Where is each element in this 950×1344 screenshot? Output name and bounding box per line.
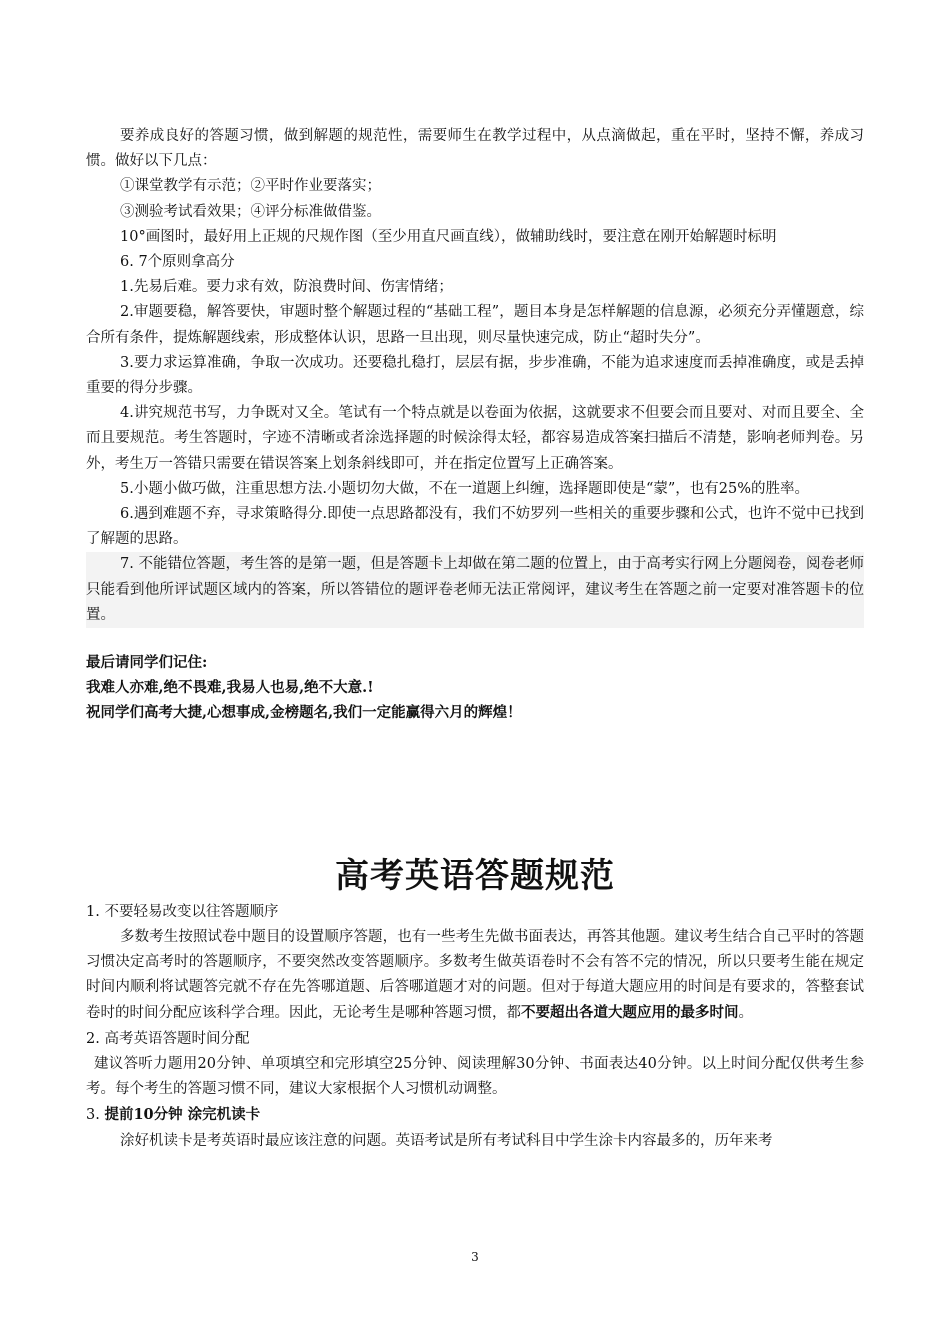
paragraph-answer-order-text: 多数考生按照试卷中题目的设置顺序答题，也有一些考生先做书面表达，再答其他题。建议考生结合自己平时的答题习惯决定高考时的答题顺序，不要突然改变答题顺序。多数考生做英语卷时不会有答不完的情况，所以只要考生能在规定时间内顺利将试题答完就不存在先答哪道题、后答哪道题才对的问题。但对于每道大题应用的时间是有要求的，答整套试卷时的时间分配应该科学合理。因此，无论考生是哪种答题习惯，都	[86, 928, 864, 1022]
emphasis-max-time: 不要超出各道大题应用的最多时间	[521, 1004, 739, 1022]
paragraph-principle-6: 6.遇到难题不弃，寻求策略得分.即使一点思路都没有，我们不妨罗列一些相关的重要步骤和公式，也许不觉中已找到了解题的思路。	[86, 506, 864, 548]
paragraph-principle-7: 7. 不能错位答题，考生答的是第一题，但是答题卡上却做在第二题的位置上，由于高考实行网上分题阅卷，阅卷老师只能看到他所评试题区域内的答案，所以答错位的题评卷老师无法正常阅评，建议考生在答题之前一定要对准答题卡的位置。	[86, 552, 864, 628]
spacer	[86, 628, 864, 650]
heading-answer-card	[86, 1102, 864, 1128]
paragraph-principle-5: 5.小题小做巧做，注重思想方法.小题切勿大做，不在一道题上纠缠，选择题即使是“蒙”，也有25%的胜率。	[120, 480, 809, 497]
page-content	[86, 124, 864, 1154]
closing-line-remember: 最后请同学们记住:	[86, 654, 208, 672]
heading-answer-card-text: 提前10分钟 涂完机读卡	[104, 1106, 261, 1124]
paragraph-seven-principles-heading: 6. 7个原则拿高分	[120, 254, 235, 271]
paragraph-drawing-tip: 10°画图时，最好用上正规的尺规作图（至少用直尺画直线），做辅助线时，要注意在刚开始解题时标明	[120, 228, 777, 245]
page-number: 3	[471, 1250, 479, 1264]
paragraph-principle-2: 2.审题要稳，解答要快，审题时整个解题过程的“基础工程”，题目本身是怎样解题的信息源，必须充分弄懂题意，综合所有条件，提炼解题线索，形成整体认识，思路一旦出现，则尽量快速完成，防止“超时失分”。	[86, 304, 864, 346]
heading-answer-order: 1. 不要轻易改变以往答题顺序	[86, 903, 279, 920]
paragraph-answer-card: 涂好机读卡是考英语时最应该注意的问题。英语考试是所有考试科目中学生涂卡内容最多的，历年来考	[120, 1132, 773, 1149]
paragraph-principle-3: 3.要力求运算准确，争取一次成功。还要稳扎稳打，层层有据，步步准确，不能为追求速度而丢掉准确度，或是丢掉重要的得分步骤。	[86, 354, 864, 397]
heading-answer-card-number: 3.	[86, 1107, 105, 1124]
closing-line-wishes: 祝同学们高考大捷,心想事成,金榜题名,我们一定能赢得六月的辉煌！	[86, 704, 522, 722]
paragraph-principle-4: 4.讲究规范书写，力争既对又全。笔试有一个特点就是以卷面为依据，这就要求不但要会而且要对、对而且要全、全而且要规范。考生答题时，字迹不清晰或者涂选择题的时候涂得太轻，都容易造成答案扫描后不清楚，影响老师判卷。另外，考生万一答错只需要在错误答案上划条斜线即可，并在指定位置写上正确答案。	[86, 405, 864, 472]
spacer	[86, 726, 864, 852]
heading-time-allocation: 2. 高考英语答题时间分配	[86, 1030, 250, 1047]
section-title: 高考英语答题规范	[335, 855, 615, 896]
paragraph-principle-1: 1.先易后难。要力求有效，防浪费时间、伤害情绪；	[120, 279, 453, 296]
closing-line-motto: 我难人亦难,绝不畏难,我易人也易,绝不大意.!	[86, 679, 374, 697]
paragraph-answer-order-end: 。	[738, 1005, 753, 1022]
paragraph-time-allocation: 建议答听力题用20分钟、单项填空和完形填空25分钟、阅读理解30分钟、书面表达40分钟。以上时间分配仅供考生参考。每个考生的答题习惯不同，建议大家根据个人习惯机动调整。	[86, 1055, 864, 1098]
paragraph-point-3-4: ③测验考试看效果；④评分标准做借鉴。	[120, 203, 381, 220]
paragraph-answer-order	[86, 925, 864, 1027]
paragraph-intro: 要养成良好的答题习惯，做到解题的规范性，需要师生在教学过程中，从点滴做起，重在平时，坚持不懈，养成习惯。做好以下几点：	[86, 128, 864, 170]
paragraph-point-1-2: ①课堂教学有示范；②平时作业要落实；	[120, 178, 381, 195]
